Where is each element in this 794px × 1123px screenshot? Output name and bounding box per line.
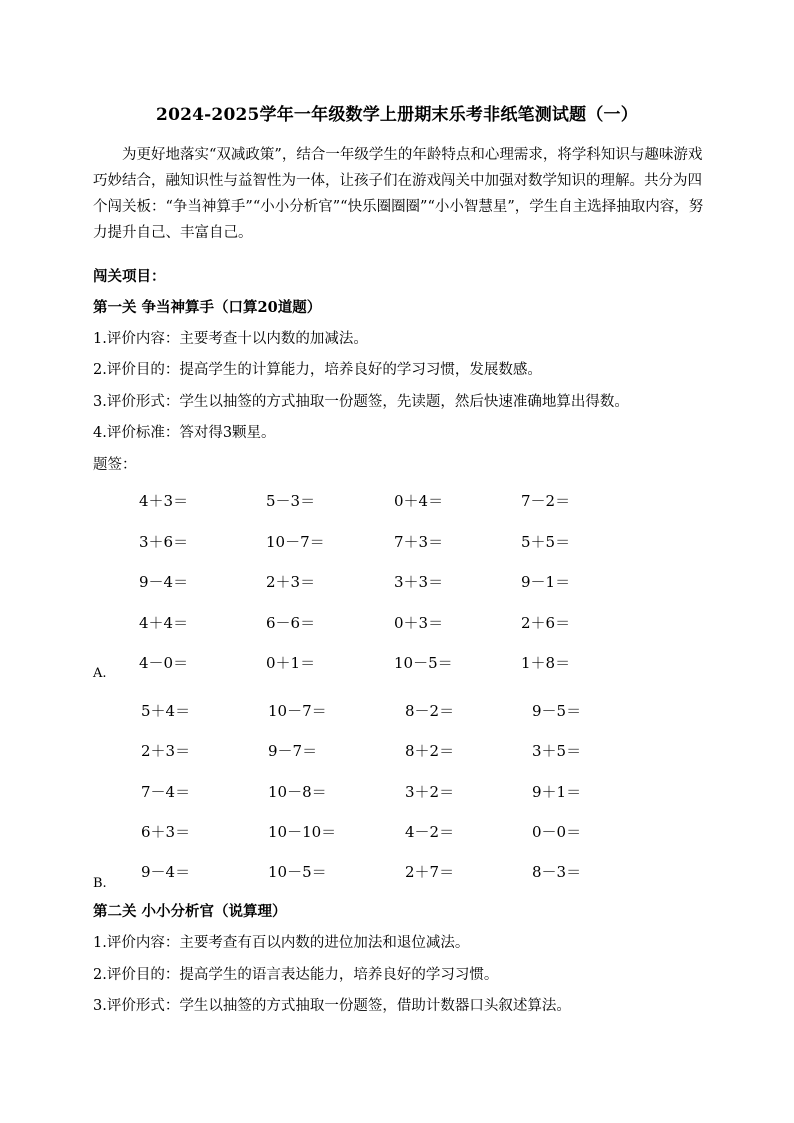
problem: 7－4＝ bbox=[141, 783, 191, 801]
problem: 8＋2＝ bbox=[405, 742, 455, 760]
problem: 2＋3＝ bbox=[141, 742, 191, 760]
problem: 9－5＝ bbox=[532, 702, 582, 720]
problem: 2＋3＝ bbox=[266, 573, 316, 591]
level2-item-form: 3.评价形式：学生以抽签的方式抽取一份题签，借助计数器口头叙述算法。 bbox=[93, 998, 571, 1014]
problem: 0＋3＝ bbox=[394, 614, 444, 632]
problem: 9－7＝ bbox=[268, 742, 318, 760]
problem: 0－0＝ bbox=[532, 823, 582, 841]
problem: 6＋3＝ bbox=[141, 823, 191, 841]
level2-item-purpose: 2.评价目的：提高学生的语言表达能力，培养良好的学习习惯。 bbox=[93, 967, 499, 983]
problem: 10－10＝ bbox=[268, 823, 337, 841]
problem: 10－5＝ bbox=[268, 863, 327, 881]
level2-item-content: 1.评价内容：主要考查有百以内数的进位加法和退位减法。 bbox=[93, 935, 470, 951]
problem: 5－3＝ bbox=[266, 492, 316, 510]
problem: 2＋7＝ bbox=[405, 863, 455, 881]
problem: 6－6＝ bbox=[266, 614, 316, 632]
problem: 4＋3＝ bbox=[139, 492, 189, 510]
problem: 5＋5＝ bbox=[521, 533, 571, 551]
problem: 0＋4＝ bbox=[394, 492, 444, 510]
problem: 3＋6＝ bbox=[139, 533, 189, 551]
level1-item-standard: 4.评价标准：答对得3颗星。 bbox=[93, 425, 276, 441]
project-heading: 闯关项目： bbox=[93, 268, 166, 285]
problem: 3＋2＝ bbox=[405, 783, 455, 801]
problem: 7＋3＝ bbox=[394, 533, 444, 551]
problem: 8－3＝ bbox=[532, 863, 582, 881]
problem: 10－8＝ bbox=[268, 783, 327, 801]
problem: 8－2＝ bbox=[405, 702, 455, 720]
problem: 3＋3＝ bbox=[394, 573, 444, 591]
problem: 10－7＝ bbox=[268, 702, 327, 720]
problem: 9＋1＝ bbox=[532, 783, 582, 801]
problem: 4－2＝ bbox=[405, 823, 455, 841]
problem: 1＋8＝ bbox=[521, 654, 571, 672]
level1-item-purpose: 2.评价目的：提高学生的计算能力，培养良好的学习习惯，发展数感。 bbox=[93, 362, 542, 378]
intro-paragraph: 为更好地落实“双减政策”，结合一年级学生的年龄特点和心理需求，将学科知识与趣味游戏巧妙结合，融知识性与益智性为一体，让孩子们在游戏闯关中加强对数学知识的理解。共分为四个闯关板：“争当神算手”“小小分析官”“快乐圈圈圈”“小小智慧星”，学生自主选择抽取内容，努力提升自己、丰富自己。 bbox=[93, 147, 704, 241]
problem: 3＋5＝ bbox=[532, 742, 582, 760]
problem: 5＋4＝ bbox=[141, 702, 191, 720]
level2-heading: 第二关 小小分析官（说算理） bbox=[93, 903, 287, 920]
page-title: 2024-2025学年一年级数学上册期末乐考非纸笔测试题（一） bbox=[156, 105, 638, 125]
problem: 4＋4＝ bbox=[139, 614, 189, 632]
card-b-label: B. bbox=[93, 876, 107, 891]
problem: 4－0＝ bbox=[139, 654, 189, 672]
problem: 10－7＝ bbox=[266, 533, 325, 551]
level1-item-form: 3.评价形式：学生以抽签的方式抽取一份题签，先读题，然后快速准确地算出得数。 bbox=[93, 394, 629, 410]
problem: 2＋6＝ bbox=[521, 614, 571, 632]
problem: 9－4＝ bbox=[139, 573, 189, 591]
level1-heading: 第一关 争当神算手（口算20道题） bbox=[93, 299, 322, 316]
cards-label: 题签： bbox=[93, 457, 137, 473]
problem: 10－5＝ bbox=[394, 654, 453, 672]
problem: 9－4＝ bbox=[141, 863, 191, 881]
problem: 7－2＝ bbox=[521, 492, 571, 510]
card-a-label: A. bbox=[93, 666, 107, 681]
problem: 0＋1＝ bbox=[266, 654, 316, 672]
problem: 9－1＝ bbox=[521, 573, 571, 591]
level1-item-content: 1.评价内容：主要考查十以内数的加减法。 bbox=[93, 331, 368, 347]
